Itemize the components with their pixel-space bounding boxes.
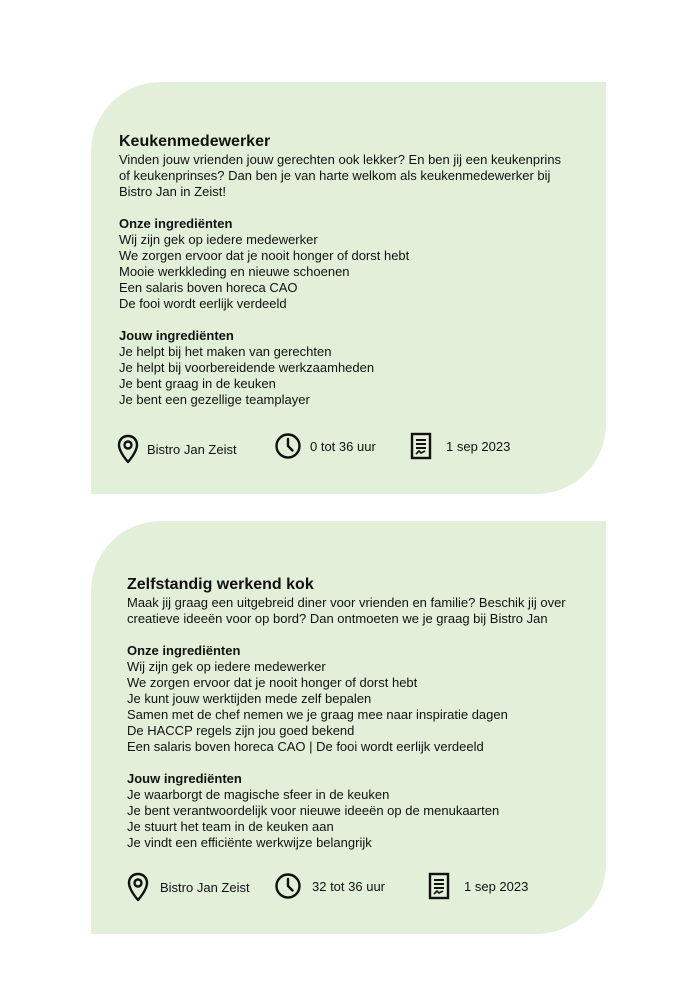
- location-pin-icon: [127, 872, 149, 902]
- jouw-ingredienten-list: [119, 344, 561, 408]
- document-icon: [410, 432, 432, 460]
- list-item: We zorgen ervoor dat je nooit honger of dorst hebt: [127, 675, 418, 690]
- date-meta: [410, 432, 510, 460]
- onze-ingredienten-heading: Onze ingrediënten: [119, 216, 233, 231]
- document-icon: [428, 872, 450, 900]
- vacancy-content: [127, 575, 566, 851]
- list-item: Je vindt een efficiënte werkwijze belangrijk: [127, 835, 372, 850]
- list-item: Wij zijn gek op iedere medewerker: [127, 659, 326, 674]
- list-item: Wij zijn gek op iedere medewerker: [119, 232, 318, 247]
- list-item: Je kunt jouw werktijden mede zelf bepalen: [127, 691, 372, 706]
- vacancy-card-keukenmedewerker: [91, 82, 606, 494]
- vacancy-intro: Maak jij graag een uitgebreid diner voor vrienden en familie? Beschik jij over creatieve ideeën voor op bord? Dan ontmoeten we je graag bij Bistro Jan: [127, 595, 566, 626]
- date-text: 1 sep 2023: [464, 878, 529, 894]
- vacancy-card-zelfstandig-kok: [91, 521, 606, 934]
- location-meta: [117, 434, 237, 464]
- onze-ingredienten-list: [127, 659, 566, 755]
- vacancy-intro: Vinden jouw vrienden jouw gerechten ook lekker? En ben jij een keukenprins of keukenprinses? Dan ben je van harte welkom als keukenmedewerker bij Bistro Jan in Zeist!: [119, 152, 562, 199]
- hours-text: 32 tot 36 uur: [312, 878, 385, 894]
- location-text: Bistro Jan Zeist: [160, 879, 250, 895]
- list-item: We zorgen ervoor dat je nooit honger of dorst hebt: [119, 248, 410, 263]
- list-item: Je bent een gezellige teamplayer: [119, 392, 310, 407]
- list-item: Je bent verantwoordelijk voor nieuwe ideeën op de menukaarten: [127, 803, 500, 818]
- clock-icon: [274, 872, 302, 900]
- jouw-ingredienten-list: [127, 787, 566, 851]
- list-item: Je helpt bij het maken van gerechten: [119, 344, 332, 359]
- list-item: Je stuurt het team in de keuken aan: [127, 819, 334, 834]
- location-pin-icon: [117, 434, 139, 464]
- location-text: Bistro Jan Zeist: [147, 441, 237, 457]
- list-item: Een salaris boven horeca CAO: [119, 280, 298, 295]
- list-item: Mooie werkkleding en nieuwe schoenen: [119, 264, 350, 279]
- clock-icon: [274, 432, 302, 460]
- vacancy-title: Zelfstandig werkend kok: [127, 576, 314, 593]
- location-meta: [127, 872, 250, 902]
- date-meta: [428, 872, 528, 900]
- list-item: Je helpt bij voorbereidende werkzaamheden: [119, 360, 375, 375]
- vacancy-content: [119, 132, 561, 408]
- vacancy-title: Keukenmedewerker: [119, 133, 271, 150]
- list-item: Een salaris boven horeca CAO | De fooi wordt eerlijk verdeeld: [127, 739, 484, 754]
- onze-ingredienten-heading: Onze ingrediënten: [127, 643, 241, 658]
- jouw-ingredienten-heading: Jouw ingrediënten: [119, 328, 234, 343]
- date-text: 1 sep 2023: [446, 438, 511, 454]
- jouw-ingredienten-heading: Jouw ingrediënten: [127, 771, 242, 786]
- list-item: Samen met de chef nemen we je graag mee naar inspiratie dagen: [127, 707, 508, 722]
- hours-text: 0 tot 36 uur: [310, 438, 376, 454]
- list-item: De fooi wordt eerlijk verdeeld: [119, 296, 287, 311]
- hours-meta: [274, 872, 385, 900]
- onze-ingredienten-list: [119, 232, 561, 312]
- list-item: Je waarborgt de magische sfeer in de keuken: [127, 787, 390, 802]
- list-item: De HACCP regels zijn jou goed bekend: [127, 723, 355, 738]
- hours-meta: [274, 432, 376, 460]
- list-item: Je bent graag in de keuken: [119, 376, 276, 391]
